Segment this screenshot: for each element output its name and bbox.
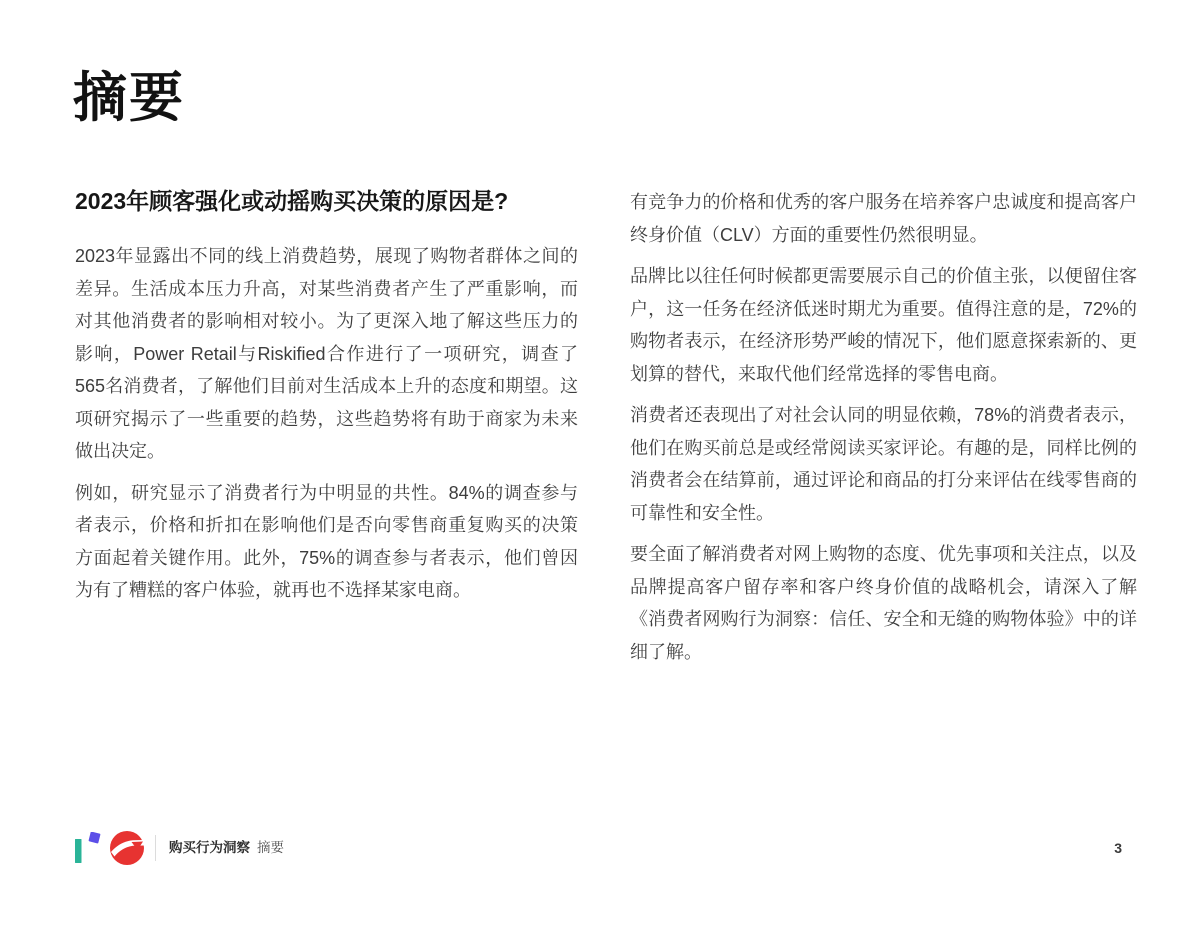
page-footer [75,830,1122,866]
page-number: 3 [1114,840,1122,856]
footer-label-report-title: 购买行为洞察 [169,840,250,855]
right-column [630,186,1137,677]
section-heading: 2023年顾客强化或动摇购买决策的原因是? [75,188,509,214]
power-retail-logo-icon [110,831,144,865]
right-paragraph-4: 要全面了解消费者对网上购物的态度、优先事项和关注点，以及品牌提高客户留存率和客户终身价值的战略机会，请深入了解《消费者网购行为洞察：信任、安全和无缝的购物体验》中的详细了解。 [630,544,1137,662]
content-columns [75,186,1137,677]
right-paragraph-3: 消费者还表现出了对社会认同的明显依赖，78%的消费者表示，他们在购买前总是或经常阅读买家评论。有趣的是，同样比例的消费者会在结算前，通过评论和商品的打分来评估在线零售商的可靠性和安全性。 [630,405,1137,523]
right-paragraph-2: 品牌比以往任何时候都更需要展示自己的价值主张，以便留住客户，这一任务在经济低迷时期尤为重要。值得注意的是，72%的购物者表示，在经济形势严峻的情况下，他们愿意探索新的、更划算的替代，来取代他们经常选择的零售电商。 [630,266,1137,384]
footer-label-section: 摘要 [257,840,284,855]
left-column [75,186,578,616]
page-title: 摘要 [73,68,185,128]
footer-label [169,840,284,856]
right-paragraph-1: 有竞争力的价格和优秀的客户服务在培养客户忠诚度和提高客户终身价值（CLV）方面的重要性仍然很明显。 [630,192,1137,245]
left-paragraph-1: 2023年显露出不同的线上消费趋势，展现了购物者群体之间的差异。生活成本压力升高，对某些消费者产生了严重影响，而对其他消费者的影响相对较小。为了更深入地了解这些压力的影响，Power Retail与Riskified合作进行了一项研究，调查了565名消费者，了解他们目前对生活成本上升的态度和期望。这项研究揭示了一些重要的趋势，这些趋势将有助于商家为未来做出决定。 [75,246,578,461]
footer-divider [155,835,156,861]
left-paragraph-2: 例如，研究显示了消费者行为中明显的共性。84%的调查参与者表示，价格和折扣在影响他们是否向零售商重复购买的决策方面起着关键作用。此外，75%的调查参与者表示，他们曾因为有了糟糕的客户体验，就再也不选择某家电商。 [75,482,578,600]
riskified-logo-icon [75,832,101,864]
